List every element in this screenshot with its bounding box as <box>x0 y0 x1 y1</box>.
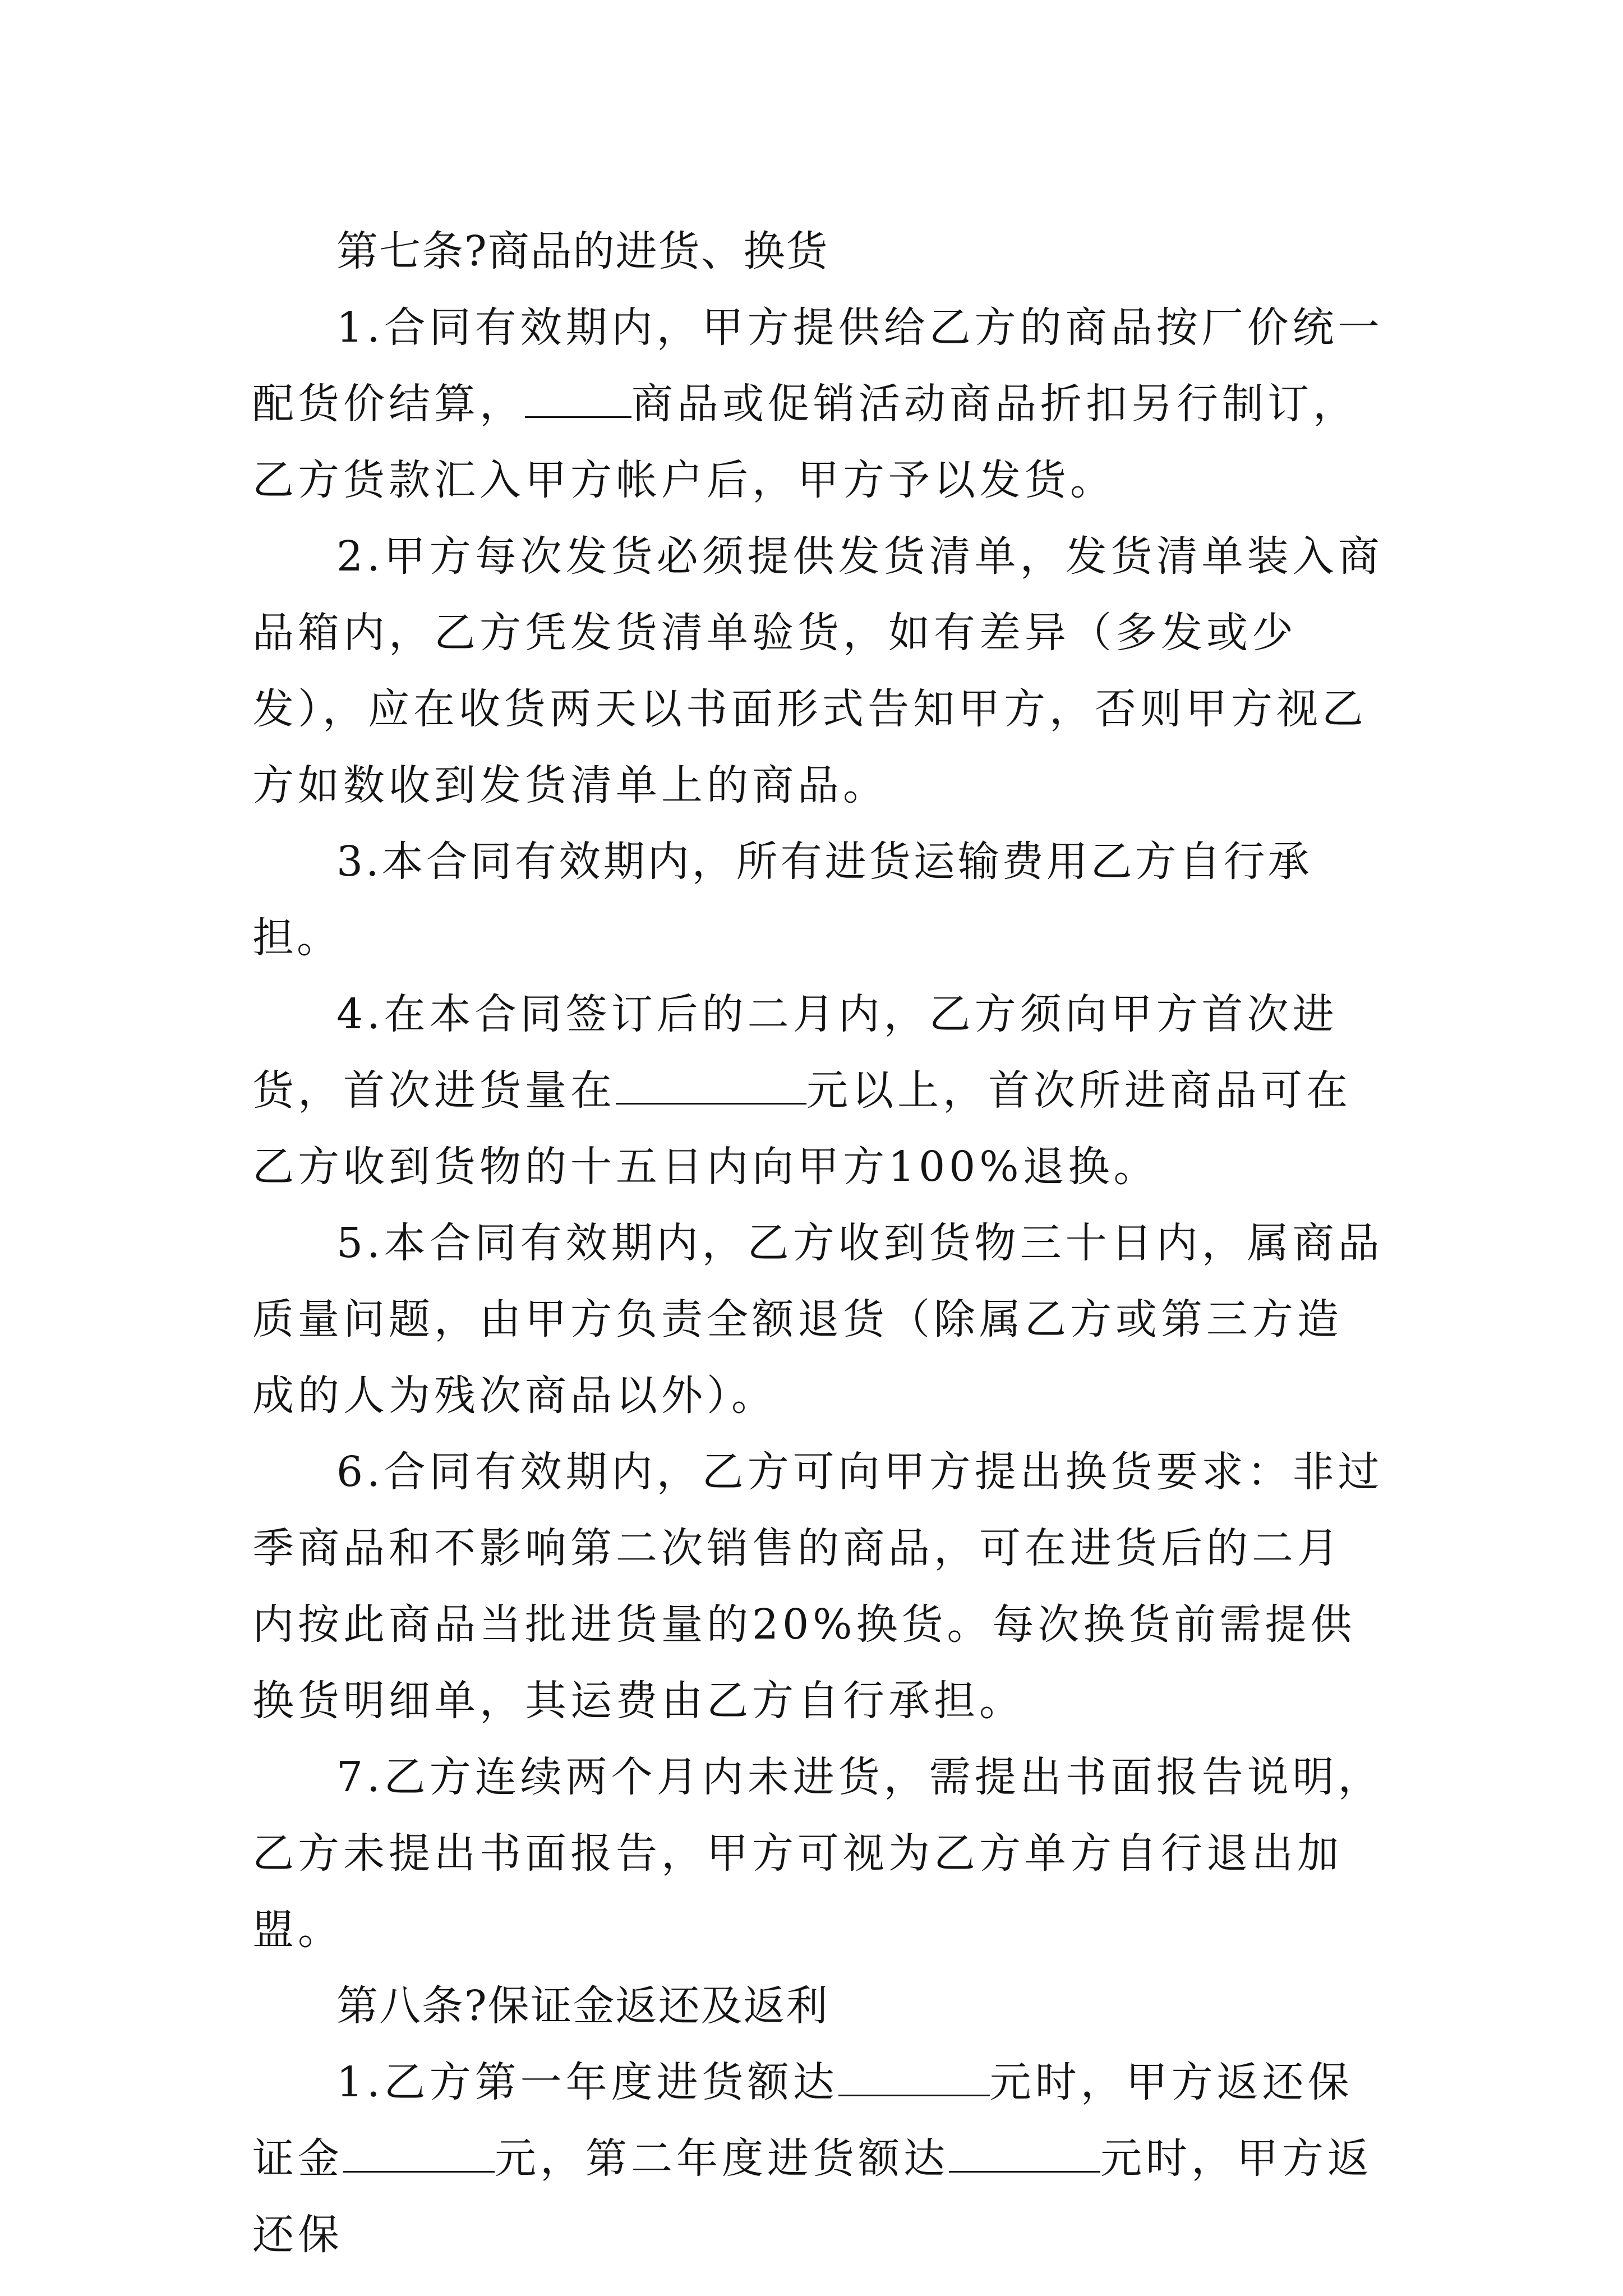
article-7-clause-6: 6.合同有效期内，乙方可向甲方提出换货要求：非过季商品和不影响第二次销售的商品，可在进货后的二月内按此商品当批进货量的20%换货。每次换货前需提供换货明细单，其运费由乙方自行承担。 <box>252 1448 1384 1725</box>
fill-in-blank <box>616 1060 806 1105</box>
article-7-clause-1 <box>252 289 1385 518</box>
fill-in-blank <box>343 2128 495 2173</box>
clause-1-text-start: 1.合同有效期内，甲方提供给乙方的商品按厂价统一配货价结算， <box>252 303 1384 428</box>
clause-4-text-end: 元以上，首次所进商品可在乙方收到货物的十五日内向甲方100%退换。 <box>252 1066 1352 1191</box>
a8-clause-1-text-c: 元，第二年度进货额达 <box>495 2134 949 2183</box>
article-7-clause-7: 7.乙方连续两个月内未进货，需提出书面报告说明，乙方未提出书面报告，甲方可视为乙方单方自行退出加盟。 <box>252 1753 1384 1954</box>
clause-4-text-start: 4.在本合同签订后的二月内，乙方须向甲方首次进货，首次进货量在 <box>252 990 1338 1115</box>
article-7-clause-2: 2.甲方每次发货必须提供发货清单，发货清单装入商品箱内，乙方凭发货清单验货，如有差异（多发或少发），应在收货两天以书面形式告知甲方，否则甲方视乙方如数收到发货清单上的商品。 <box>252 532 1384 809</box>
fill-in-blank <box>838 2052 990 2096</box>
article-7-clause-4 <box>252 976 1385 1205</box>
article-7-clause-5: 5.本合同有效期内，乙方收到货物三十日内，属商品质量问题，由甲方负责全额退货（除属乙方或第三方造成的人为残次商品以外）。 <box>252 1219 1384 1420</box>
article-8-clause-1 <box>252 2044 1385 2273</box>
article-7-heading: 第七条?商品的进货、换货 <box>336 227 829 275</box>
article-8-heading: 第八条?保证金返还及返利 <box>336 1982 829 2030</box>
clause-1-text-end: 商品或促销活动商品折扣另行制订，乙方货款汇入甲方帐户后，甲方予以发货。 <box>252 380 1358 504</box>
article-7-clause-3: 3.本合同有效期内，所有进货运输费用乙方自行承担。 <box>252 838 1312 962</box>
a8-clause-1-text-a: 1.乙方第一年度进货额达 <box>336 2058 838 2106</box>
fill-in-blank <box>949 2128 1100 2173</box>
fill-in-blank <box>525 374 631 418</box>
document-body <box>252 213 1385 2273</box>
a8-clause-1-text-d: 元时，甲方返还保 <box>252 2134 1373 2259</box>
a8-clause-1-text-b: 元时，甲方返还保证金 <box>252 2058 1353 2183</box>
